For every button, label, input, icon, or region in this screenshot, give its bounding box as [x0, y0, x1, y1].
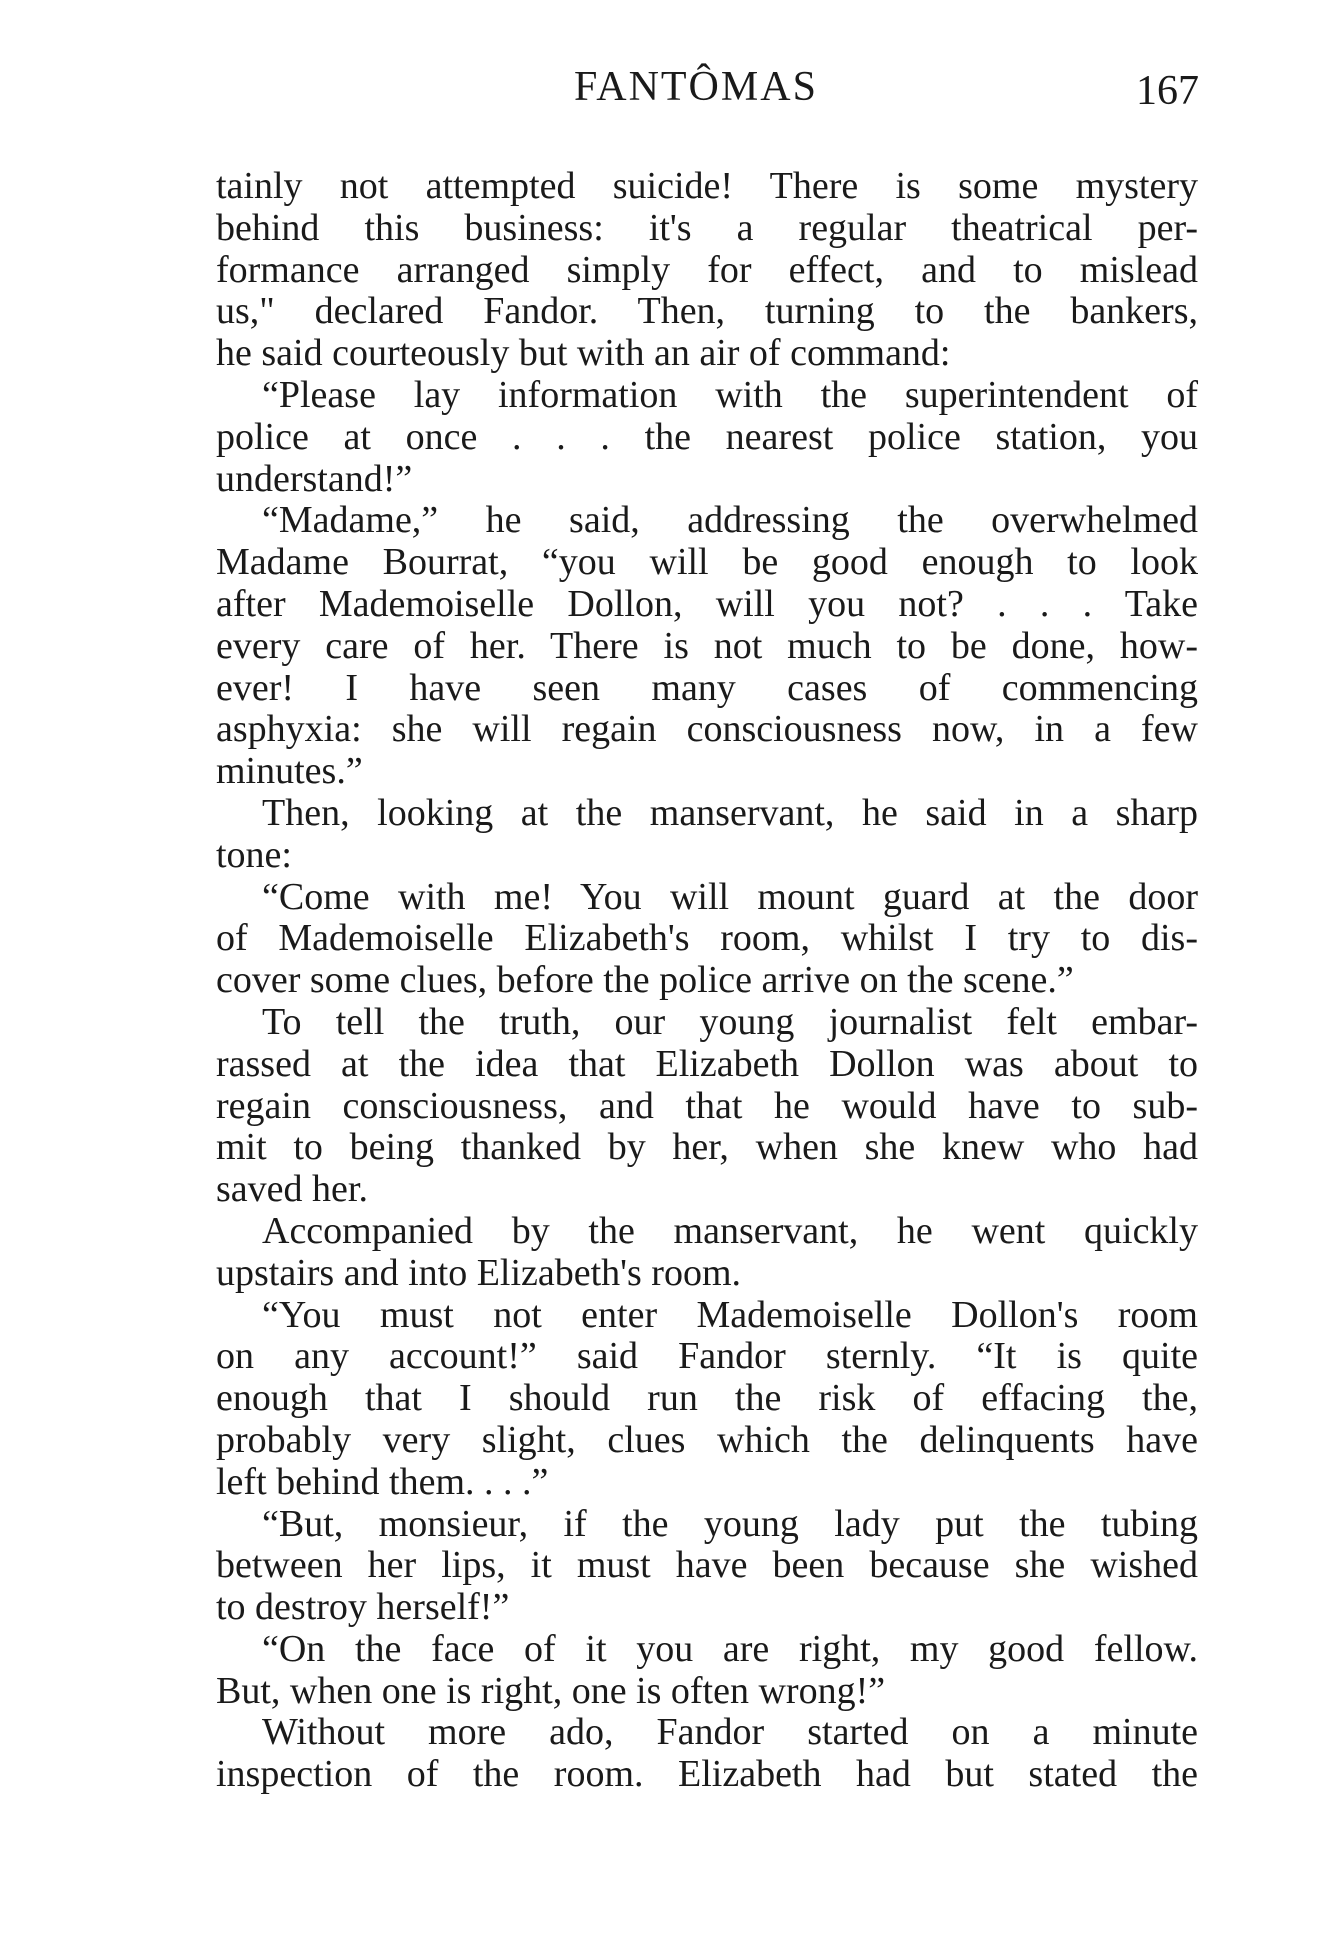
text-line: enough that I should run the risk of effacing the, — [216, 1377, 1198, 1420]
text-line: formance arranged simply for effect, and to mislead — [216, 248, 1198, 291]
text-line: every care of her. There is not much to be done, how- — [216, 624, 1198, 667]
body-text — [216, 166, 1198, 1796]
text-line: “Come with me! You will mount guard at the door — [262, 875, 1198, 918]
text-line: “On the face of it you are right, my good fellow. — [262, 1627, 1198, 1670]
text-line: us," declared Fandor. Then, turning to the bankers, — [216, 290, 1198, 333]
paragraph — [216, 375, 1198, 500]
paragraph — [216, 877, 1198, 1002]
text-line: understand!” — [216, 457, 413, 500]
text-line: “Madame,” he said, addressing the overwhelmed — [262, 499, 1198, 542]
text-line: Without more ado, Fandor started on a minute — [262, 1711, 1198, 1754]
paragraph — [216, 500, 1198, 793]
running-head — [0, 62, 1326, 112]
text-line: regain consciousness, and that he would have to sub- — [216, 1084, 1198, 1127]
paragraph — [216, 166, 1198, 375]
paragraph — [216, 793, 1198, 877]
text-line: But, when one is right, one is often wrong!” — [216, 1669, 886, 1712]
paragraph — [216, 1295, 1198, 1504]
text-line: “Please lay information with the superintendent of — [262, 373, 1198, 416]
text-line: “But, monsieur, if the young lady put the tubing — [262, 1502, 1198, 1545]
paragraph — [216, 1504, 1198, 1629]
text-line: cover some clues, before the police arrive on the scene.” — [216, 959, 1074, 1002]
text-line: Then, looking at the manservant, he said in a sharp — [262, 791, 1198, 834]
text-line: “You must not enter Mademoiselle Dollon's room — [262, 1293, 1198, 1336]
text-line: inspection of the room. Elizabeth had but stated the — [216, 1753, 1198, 1796]
text-line: Madame Bourrat, “you will be good enough to look — [216, 541, 1198, 584]
text-line: behind this business: it's a regular theatrical per- — [216, 206, 1198, 249]
text-line: Accompanied by the manservant, he went quickly — [262, 1209, 1198, 1252]
page-number: 167 — [1136, 68, 1199, 114]
paragraph — [216, 1211, 1198, 1295]
text-line: ever! I have seen many cases of commencing — [216, 666, 1198, 709]
text-line: police at once . . . the nearest police station, you — [216, 415, 1198, 458]
text-line: between her lips, it must have been because she wished — [216, 1544, 1198, 1587]
text-line: probably very slight, clues which the delinquents have — [216, 1418, 1198, 1461]
text-line: saved her. — [216, 1168, 368, 1211]
running-title: FANTÔMAS — [574, 64, 818, 110]
text-line: tainly not attempted suicide! There is some mystery — [216, 165, 1198, 207]
text-line: upstairs and into Elizabeth's room. — [216, 1251, 742, 1294]
text-line: minutes.” — [216, 750, 363, 793]
text-line: on any account!” said Fandor sternly. “It is quite — [216, 1335, 1198, 1378]
text-line: after Mademoiselle Dollon, will you not? . . . Take — [216, 582, 1198, 625]
text-line: to destroy herself!” — [216, 1586, 510, 1629]
text-line: To tell the truth, our young journalist felt embar- — [262, 1000, 1198, 1043]
text-line: asphyxia: she will regain consciousness now, in a few — [216, 708, 1198, 751]
text-line: left behind them. . . .” — [216, 1460, 549, 1503]
text-line: of Mademoiselle Elizabeth's room, whilst I try to dis- — [216, 917, 1198, 960]
text-line: rassed at the idea that Elizabeth Dollon was about to — [216, 1042, 1198, 1085]
paragraph — [216, 1629, 1198, 1713]
text-line: mit to being thanked by her, when she knew who had — [216, 1126, 1198, 1169]
paragraph — [216, 1712, 1198, 1796]
text-line: he said courteously but with an air of command: — [216, 332, 951, 375]
text-line: tone: — [216, 833, 292, 876]
paragraph — [216, 1002, 1198, 1211]
